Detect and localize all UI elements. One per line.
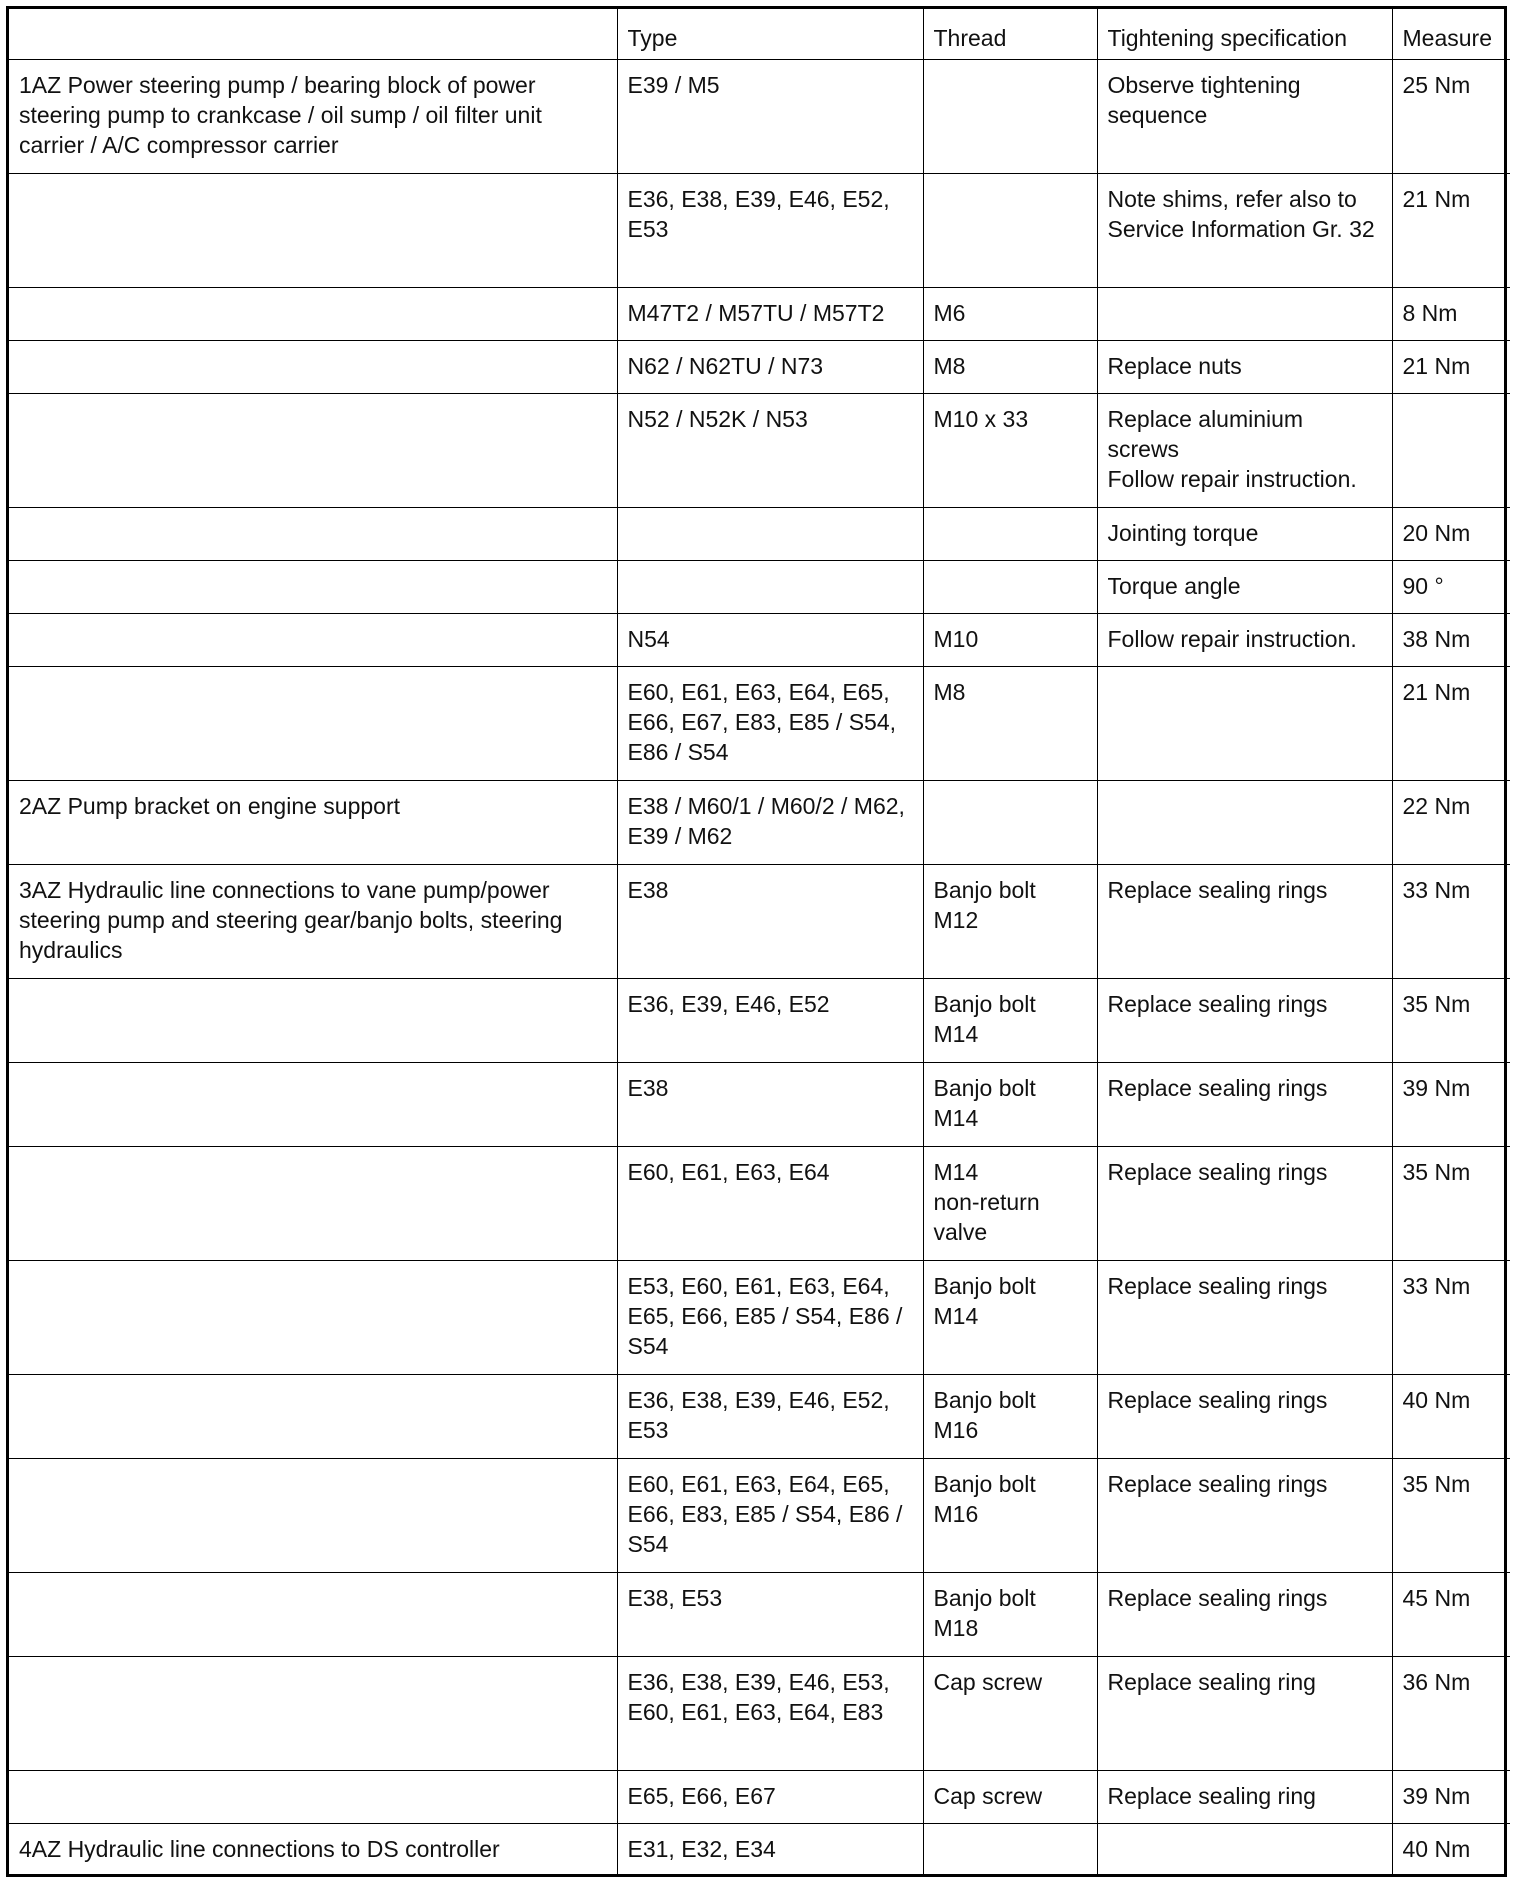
cell-type: E53, E60, E61, E63, E64, E65, E66, E85 / S54, E86 / S54 bbox=[617, 1261, 923, 1375]
table-row bbox=[9, 174, 1510, 288]
cell-thread bbox=[923, 1824, 1097, 1877]
cell-component: 3AZ Hydraulic line connections to vane pump/power steering pump and steering gear/banjo bolts, steering hydraulics bbox=[9, 865, 617, 979]
cell-component bbox=[9, 1147, 617, 1261]
cell-type: E38 bbox=[617, 865, 923, 979]
table-row bbox=[9, 1771, 1510, 1824]
cell-component bbox=[9, 1657, 617, 1771]
cell-thread: Banjo bolt M16 bbox=[923, 1459, 1097, 1573]
cell-spec: Observe tightening sequence bbox=[1097, 60, 1392, 174]
cell-measure: 39 Nm bbox=[1392, 1063, 1510, 1147]
torque-spec-table bbox=[9, 9, 1510, 1877]
cell-component bbox=[9, 1261, 617, 1375]
cell-thread: Cap screw bbox=[923, 1657, 1097, 1771]
cell-measure: 35 Nm bbox=[1392, 979, 1510, 1063]
table-row bbox=[9, 979, 1510, 1063]
cell-type: M47T2 / M57TU / M57T2 bbox=[617, 288, 923, 341]
cell-spec: Replace aluminium screws Follow repair instruction. bbox=[1097, 394, 1392, 508]
cell-type bbox=[617, 508, 923, 561]
cell-spec: Replace sealing ring bbox=[1097, 1771, 1392, 1824]
cell-spec bbox=[1097, 781, 1392, 865]
cell-type: E60, E61, E63, E64, E65, E66, E67, E83, E85 / S54, E86 / S54 bbox=[617, 667, 923, 781]
cell-type: E36, E38, E39, E46, E53, E60, E61, E63, E64, E83 bbox=[617, 1657, 923, 1771]
cell-measure: 90 ° bbox=[1392, 561, 1510, 614]
cell-component bbox=[9, 1459, 617, 1573]
table-row bbox=[9, 1147, 1510, 1261]
cell-component bbox=[9, 979, 617, 1063]
cell-measure: 36 Nm bbox=[1392, 1657, 1510, 1771]
cell-thread: M14 non-return valve bbox=[923, 1147, 1097, 1261]
table-row bbox=[9, 288, 1510, 341]
cell-spec: Replace sealing ring bbox=[1097, 1657, 1392, 1771]
cell-thread bbox=[923, 561, 1097, 614]
cell-type: E60, E61, E63, E64 bbox=[617, 1147, 923, 1261]
table-row bbox=[9, 1824, 1510, 1877]
cell-component bbox=[9, 1771, 617, 1824]
cell-spec: Replace sealing rings bbox=[1097, 1573, 1392, 1657]
cell-thread: M10 bbox=[923, 614, 1097, 667]
cell-measure bbox=[1392, 394, 1510, 508]
cell-type: E60, E61, E63, E64, E65, E66, E83, E85 / S54, E86 / S54 bbox=[617, 1459, 923, 1573]
cell-thread: Banjo bolt M16 bbox=[923, 1375, 1097, 1459]
cell-component bbox=[9, 508, 617, 561]
cell-type: N54 bbox=[617, 614, 923, 667]
cell-type: E39 / M5 bbox=[617, 60, 923, 174]
cell-component bbox=[9, 1375, 617, 1459]
table-row bbox=[9, 1573, 1510, 1657]
table-row bbox=[9, 1063, 1510, 1147]
table-row bbox=[9, 667, 1510, 781]
cell-component bbox=[9, 341, 617, 394]
cell-thread bbox=[923, 508, 1097, 561]
cell-type: E65, E66, E67 bbox=[617, 1771, 923, 1824]
table-row bbox=[9, 1657, 1510, 1771]
cell-measure: 33 Nm bbox=[1392, 1261, 1510, 1375]
cell-measure: 45 Nm bbox=[1392, 1573, 1510, 1657]
cell-component bbox=[9, 394, 617, 508]
cell-type: E38, E53 bbox=[617, 1573, 923, 1657]
cell-measure: 39 Nm bbox=[1392, 1771, 1510, 1824]
table-row bbox=[9, 1261, 1510, 1375]
cell-spec: Replace sealing rings bbox=[1097, 1261, 1392, 1375]
cell-type: N62 / N62TU / N73 bbox=[617, 341, 923, 394]
cell-measure: 40 Nm bbox=[1392, 1824, 1510, 1877]
cell-component: 1AZ Power steering pump / bearing block of power steering pump to crankcase / oil sump / oil filter unit carrier / A/C compressor carrier bbox=[9, 60, 617, 174]
cell-thread: M8 bbox=[923, 667, 1097, 781]
cell-type: N52 / N52K / N53 bbox=[617, 394, 923, 508]
cell-spec: Jointing torque bbox=[1097, 508, 1392, 561]
table-row bbox=[9, 341, 1510, 394]
cell-spec: Replace sealing rings bbox=[1097, 1147, 1392, 1261]
cell-type: E38 / M60/1 / M60/2 / M62, E39 / M62 bbox=[617, 781, 923, 865]
cell-spec: Replace sealing rings bbox=[1097, 865, 1392, 979]
cell-spec bbox=[1097, 667, 1392, 781]
cell-thread: Banjo bolt M12 bbox=[923, 865, 1097, 979]
cell-thread: M8 bbox=[923, 341, 1097, 394]
cell-type: E31, E32, E34 bbox=[617, 1824, 923, 1877]
cell-type: E38 bbox=[617, 1063, 923, 1147]
cell-thread: M6 bbox=[923, 288, 1097, 341]
table-row bbox=[9, 561, 1510, 614]
cell-measure: 21 Nm bbox=[1392, 667, 1510, 781]
cell-thread: M10 x 33 bbox=[923, 394, 1097, 508]
cell-thread: Banjo bolt M14 bbox=[923, 1261, 1097, 1375]
cell-measure: 40 Nm bbox=[1392, 1375, 1510, 1459]
table-row bbox=[9, 60, 1510, 174]
cell-type bbox=[617, 561, 923, 614]
table-row bbox=[9, 508, 1510, 561]
cell-measure: 20 Nm bbox=[1392, 508, 1510, 561]
torque-spec-sheet bbox=[6, 6, 1507, 1877]
cell-thread: Banjo bolt M14 bbox=[923, 1063, 1097, 1147]
cell-component bbox=[9, 1573, 617, 1657]
cell-measure: 38 Nm bbox=[1392, 614, 1510, 667]
table-row bbox=[9, 394, 1510, 508]
cell-spec: Replace sealing rings bbox=[1097, 1375, 1392, 1459]
cell-thread: Cap screw bbox=[923, 1771, 1097, 1824]
table-row bbox=[9, 781, 1510, 865]
cell-measure: 22 Nm bbox=[1392, 781, 1510, 865]
header-measure: Measure bbox=[1392, 9, 1510, 60]
cell-measure: 21 Nm bbox=[1392, 174, 1510, 288]
table-row bbox=[9, 614, 1510, 667]
header-thread: Thread bbox=[923, 9, 1097, 60]
cell-thread: Banjo bolt M18 bbox=[923, 1573, 1097, 1657]
cell-type: E36, E38, E39, E46, E52, E53 bbox=[617, 1375, 923, 1459]
cell-type: E36, E38, E39, E46, E52, E53 bbox=[617, 174, 923, 288]
cell-component bbox=[9, 561, 617, 614]
cell-measure: 25 Nm bbox=[1392, 60, 1510, 174]
cell-spec: Follow repair instruction. bbox=[1097, 614, 1392, 667]
cell-thread: Banjo bolt M14 bbox=[923, 979, 1097, 1063]
table-row bbox=[9, 865, 1510, 979]
cell-component bbox=[9, 614, 617, 667]
cell-component bbox=[9, 288, 617, 341]
cell-component bbox=[9, 174, 617, 288]
cell-spec bbox=[1097, 1824, 1392, 1877]
cell-component bbox=[9, 667, 617, 781]
cell-spec: Replace sealing rings bbox=[1097, 1459, 1392, 1573]
header-spec: Tightening specification bbox=[1097, 9, 1392, 60]
header-component bbox=[9, 9, 617, 60]
cell-thread bbox=[923, 60, 1097, 174]
cell-component bbox=[9, 1063, 617, 1147]
table-row bbox=[9, 1459, 1510, 1573]
cell-measure: 8 Nm bbox=[1392, 288, 1510, 341]
cell-measure: 33 Nm bbox=[1392, 865, 1510, 979]
cell-spec: Replace sealing rings bbox=[1097, 1063, 1392, 1147]
table-header-row bbox=[9, 9, 1510, 60]
cell-spec: Torque angle bbox=[1097, 561, 1392, 614]
cell-component: 4AZ Hydraulic line connections to DS controller bbox=[9, 1824, 617, 1877]
cell-thread bbox=[923, 174, 1097, 288]
cell-measure: 21 Nm bbox=[1392, 341, 1510, 394]
table-row bbox=[9, 1375, 1510, 1459]
cell-type: E36, E39, E46, E52 bbox=[617, 979, 923, 1063]
header-type: Type bbox=[617, 9, 923, 60]
cell-thread bbox=[923, 781, 1097, 865]
cell-measure: 35 Nm bbox=[1392, 1147, 1510, 1261]
cell-component: 2AZ Pump bracket on engine support bbox=[9, 781, 617, 865]
cell-spec: Replace nuts bbox=[1097, 341, 1392, 394]
cell-spec: Note shims, refer also to Service Information Gr. 32 bbox=[1097, 174, 1392, 288]
cell-measure: 35 Nm bbox=[1392, 1459, 1510, 1573]
cell-spec: Replace sealing rings bbox=[1097, 979, 1392, 1063]
cell-spec bbox=[1097, 288, 1392, 341]
